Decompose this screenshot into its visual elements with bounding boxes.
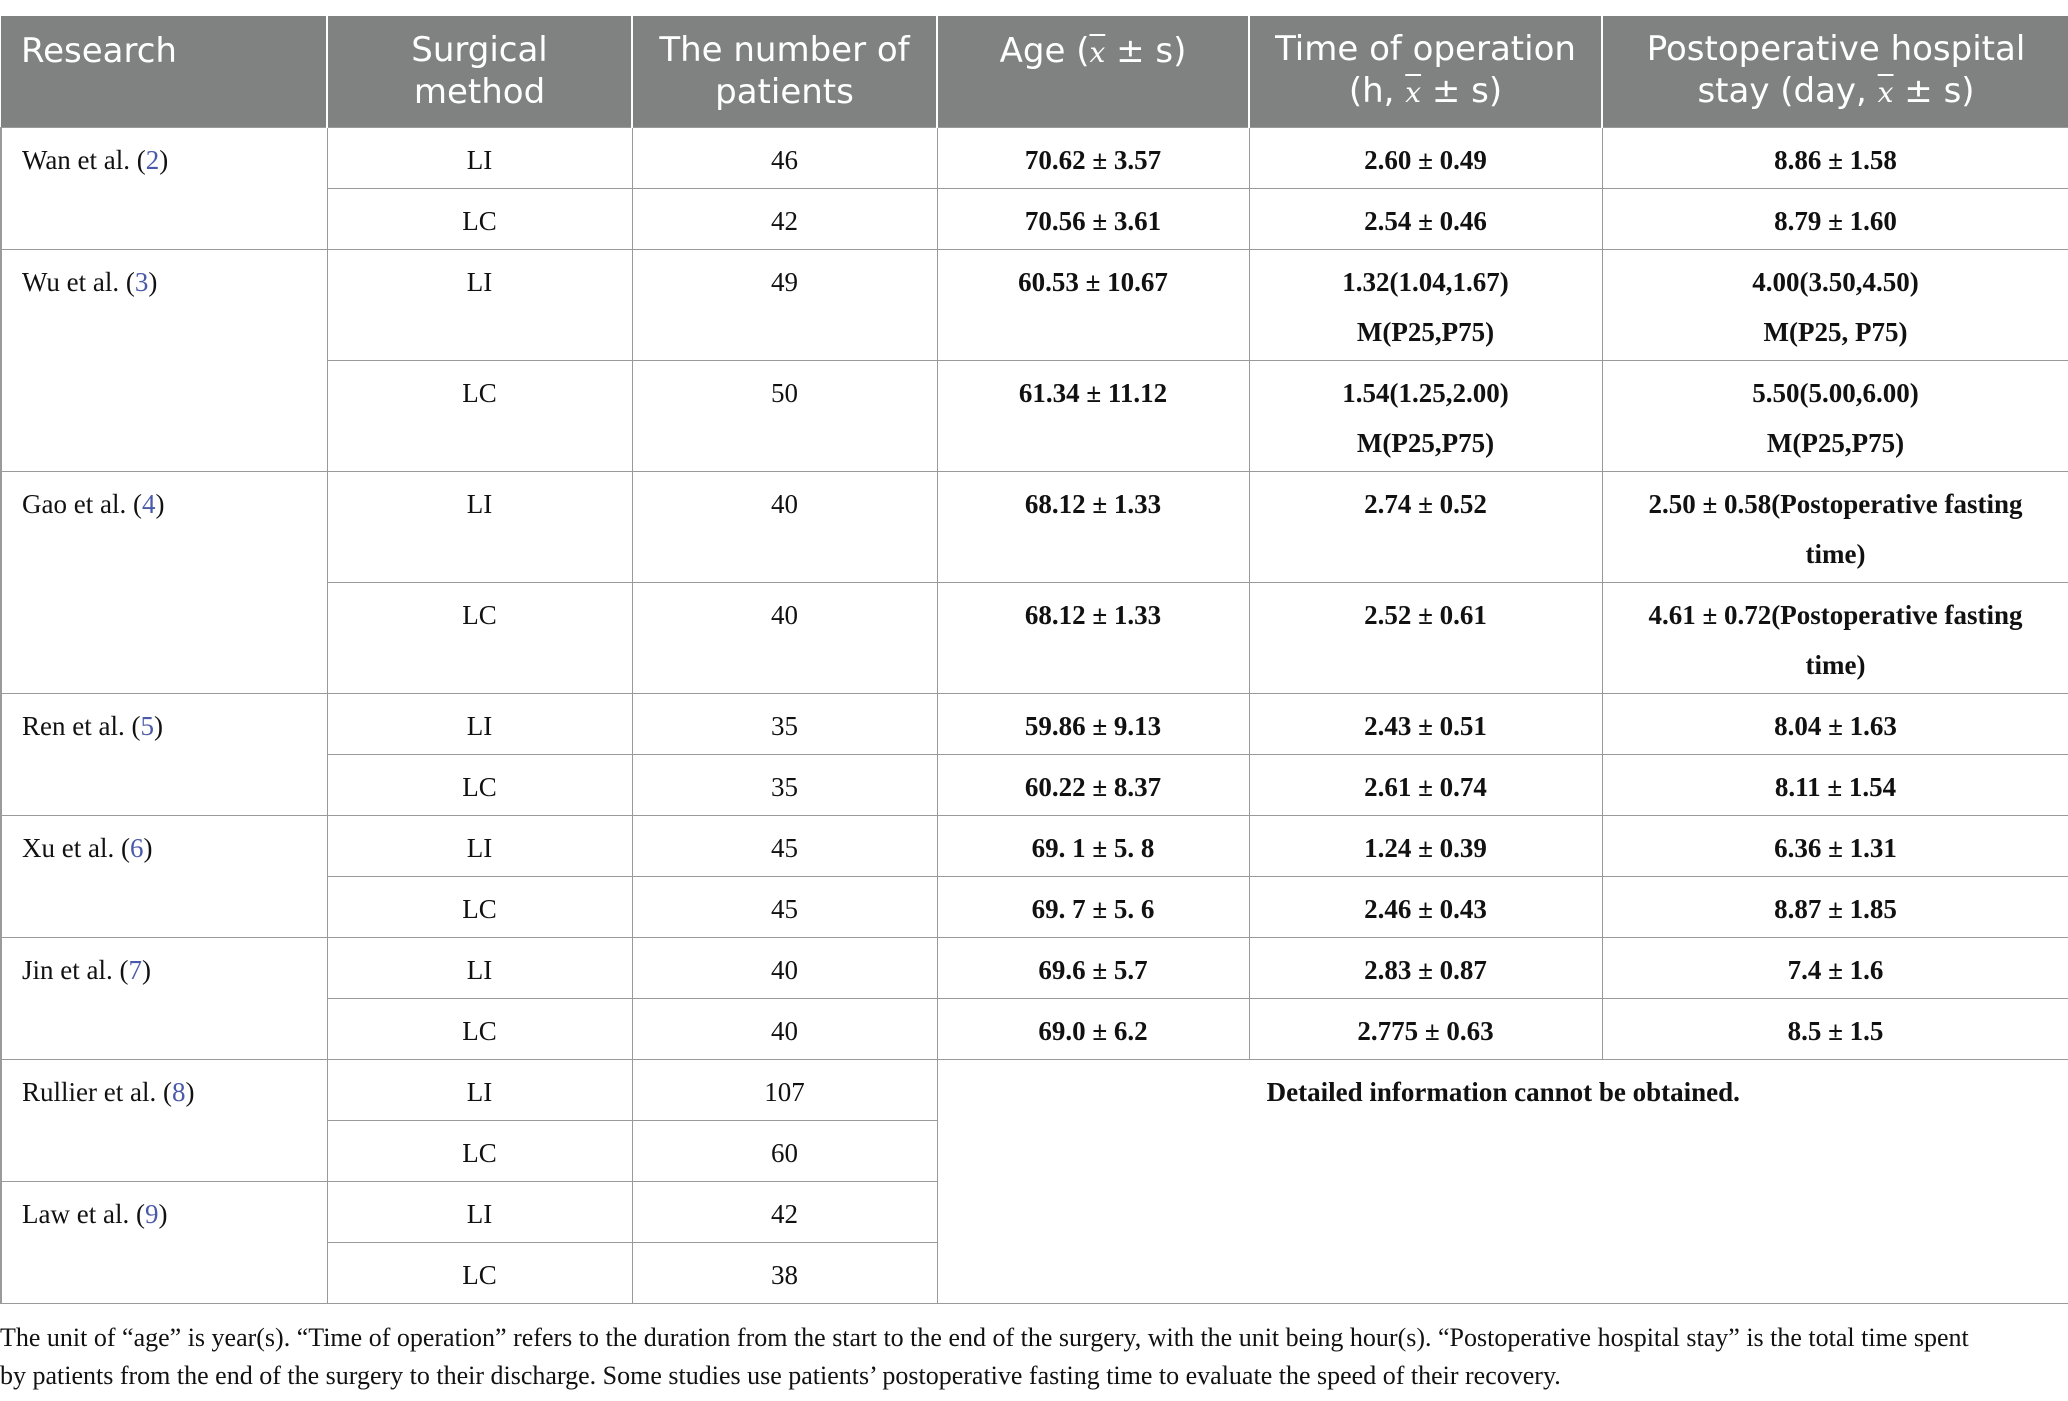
table-row	[1, 937, 2068, 998]
surgical-method-cell: LI	[327, 127, 632, 188]
age-cell: 69.0 ± 6.2	[937, 998, 1249, 1059]
time-cell: 1.54(1.25,2.00) M(P25,P75)	[1249, 360, 1602, 471]
stay-cell: 8.86 ± 1.58	[1602, 127, 2068, 188]
merged-note-cell: Detailed information cannot be obtained.	[937, 1059, 2068, 1303]
time-cell: 1.32(1.04,1.67) M(P25,P75)	[1249, 249, 1602, 360]
age-cell: 70.56 ± 3.61	[937, 188, 1249, 249]
surgical-method-cell: LI	[327, 249, 632, 360]
stay-cell: 6.36 ± 1.31	[1602, 815, 2068, 876]
reference-link[interactable]: 4	[141, 488, 156, 519]
age-cell: 70.62 ± 3.57	[937, 127, 1249, 188]
patients-cell: 38	[632, 1242, 937, 1303]
header-surgical-method: Surgical method	[327, 16, 632, 127]
surgical-method-cell: LI	[327, 471, 632, 582]
patients-cell: 45	[632, 876, 937, 937]
age-cell: 69. 7 ± 5. 6	[937, 876, 1249, 937]
time-cell: 2.52 ± 0.61	[1249, 582, 1602, 693]
patients-cell: 35	[632, 754, 937, 815]
reference-link[interactable]: 6	[129, 832, 144, 863]
surgical-method-cell: LI	[327, 1059, 632, 1120]
header-row	[1, 16, 2068, 127]
surgical-method-cell: LC	[327, 1242, 632, 1303]
stay-cell: 8.79 ± 1.60	[1602, 188, 2068, 249]
study-name: Xu et al. (6)	[1, 815, 327, 937]
stay-cell: 7.4 ± 1.6	[1602, 937, 2068, 998]
patients-cell: 107	[632, 1059, 937, 1120]
table-container	[0, 16, 2068, 1304]
surgical-method-cell: LC	[327, 754, 632, 815]
surgical-method-cell: LC	[327, 582, 632, 693]
time-cell: 2.46 ± 0.43	[1249, 876, 1602, 937]
surgical-method-cell: LC	[327, 188, 632, 249]
stay-cell: 8.87 ± 1.85	[1602, 876, 2068, 937]
table-row	[1, 471, 2068, 582]
study-name: Ren et al. (5)	[1, 693, 327, 815]
reference-link[interactable]: 3	[134, 266, 149, 297]
surgical-method-cell: LC	[327, 1120, 632, 1181]
age-cell: 60.22 ± 8.37	[937, 754, 1249, 815]
table-row	[1, 693, 2068, 754]
study-name: Jin et al. (7)	[1, 937, 327, 1059]
patients-cell: 42	[632, 1181, 937, 1242]
time-cell: 2.60 ± 0.49	[1249, 127, 1602, 188]
stay-cell: 4.61 ± 0.72(Postoperative fasting time)	[1602, 582, 2068, 693]
table-row	[1, 1059, 2068, 1120]
surgical-method-cell: LC	[327, 998, 632, 1059]
patients-cell: 49	[632, 249, 937, 360]
surgical-method-cell: LI	[327, 693, 632, 754]
table-body	[1, 127, 2068, 1303]
stay-cell: 8.11 ± 1.54	[1602, 754, 2068, 815]
age-cell: 60.53 ± 10.67	[937, 249, 1249, 360]
patients-cell: 50	[632, 360, 937, 471]
time-cell: 2.83 ± 0.87	[1249, 937, 1602, 998]
study-name: Gao et al. (4)	[1, 471, 327, 693]
time-cell: 2.54 ± 0.46	[1249, 188, 1602, 249]
header-time-of-operation: Time of operation (h, $\overline{x} \pm s$)	[1249, 16, 1602, 127]
patients-cell: 42	[632, 188, 937, 249]
patients-cell: 40	[632, 937, 937, 998]
study-name: Wan et al. (2)	[1, 127, 327, 249]
age-cell: 68.12 ± 1.33	[937, 471, 1249, 582]
reference-link[interactable]: 8	[171, 1076, 186, 1107]
surgical-method-cell: LC	[327, 876, 632, 937]
surgical-method-cell: LC	[327, 360, 632, 471]
time-cell: 2.61 ± 0.74	[1249, 754, 1602, 815]
time-cell: 2.74 ± 0.52	[1249, 471, 1602, 582]
header-research: Research	[1, 16, 327, 127]
stay-cell: 8.04 ± 1.63	[1602, 693, 2068, 754]
surgical-method-cell: LI	[327, 1181, 632, 1242]
time-cell: 1.24 ± 0.39	[1249, 815, 1602, 876]
stay-cell: 5.50(5.00,6.00) M(P25,P75)	[1602, 360, 2068, 471]
reference-link[interactable]: 5	[140, 710, 154, 741]
patients-cell: 40	[632, 582, 937, 693]
reference-link[interactable]: 2	[145, 144, 160, 175]
patients-cell: 35	[632, 693, 937, 754]
time-cell: 2.43 ± 0.51	[1249, 693, 1602, 754]
stay-cell: 8.5 ± 1.5	[1602, 998, 2068, 1059]
surgical-method-cell: LI	[327, 815, 632, 876]
age-cell: 61.34 ± 11.12	[937, 360, 1249, 471]
study-name: Law et al. (9)	[1, 1181, 327, 1303]
stay-cell: 2.50 ± 0.58(Postoperative fasting time)	[1602, 471, 2068, 582]
comparison-table	[0, 16, 2068, 1304]
reference-link[interactable]: 9	[144, 1198, 159, 1229]
surgical-method-cell: LI	[327, 937, 632, 998]
table-row	[1, 127, 2068, 188]
patients-cell: 40	[632, 998, 937, 1059]
header-number-of-patients: The number of patients	[632, 16, 937, 127]
patients-cell: 46	[632, 127, 937, 188]
age-cell: 68.12 ± 1.33	[937, 582, 1249, 693]
footnote-line-1: The unit of “age” is year(s). “Time of operation” refers to the duration from the start to the end of the surgery, with the unit being hour(s). “Postoperative hospital stay” is the total time spent	[0, 1323, 1969, 1352]
reference-link[interactable]: 7	[128, 954, 142, 985]
time-cell: 2.775 ± 0.63	[1249, 998, 1602, 1059]
age-cell: 59.86 ± 9.13	[937, 693, 1249, 754]
table-row	[1, 815, 2068, 876]
study-name: Rullier et al. (8)	[1, 1059, 327, 1181]
age-cell: 69.6 ± 5.7	[937, 937, 1249, 998]
table-row	[1, 249, 2068, 360]
study-name: Wu et al. (3)	[1, 249, 327, 471]
footnote-line-2: by patients from the end of the surgery to their discharge. Some studies use patients’ postoperative fasting time to evaluate the speed of their recovery.	[0, 1361, 1561, 1390]
header-age: Age $(\overline{x} \pm s)$	[937, 16, 1249, 127]
patients-cell: 45	[632, 815, 937, 876]
table-footnote	[0, 1319, 2060, 1395]
stay-cell: 4.00(3.50,4.50) M(P25, P75)	[1602, 249, 2068, 360]
age-cell: 69. 1 ± 5. 8	[937, 815, 1249, 876]
patients-cell: 60	[632, 1120, 937, 1181]
patients-cell: 40	[632, 471, 937, 582]
header-postoperative-stay: Postoperative hospital stay (day, $\overline{x} \pm s$)	[1602, 16, 2068, 127]
